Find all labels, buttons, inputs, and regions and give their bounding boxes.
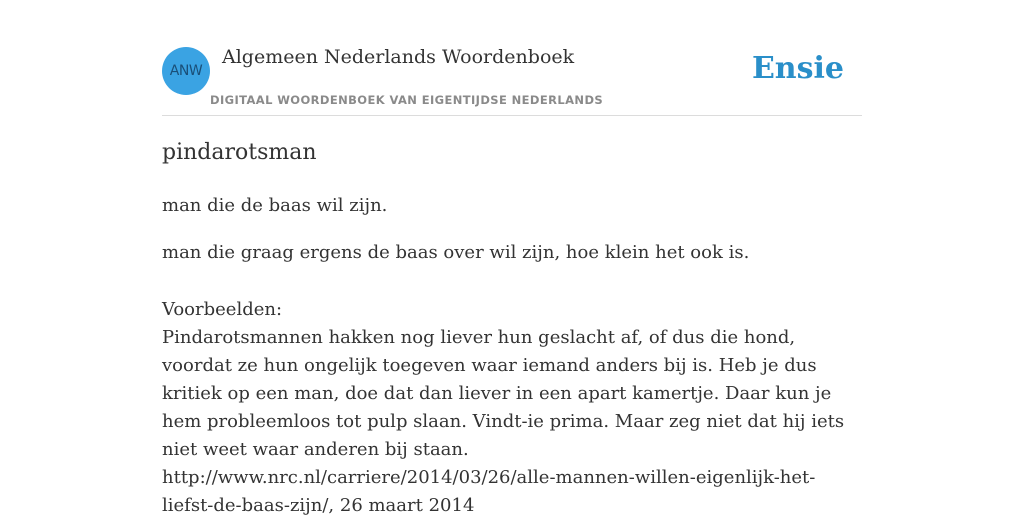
- examples-section: [162, 296, 862, 520]
- site-title[interactable]: Algemeen Nederlands Woordenboek: [222, 46, 575, 68]
- examples-label: Voorbeelden:: [162, 299, 283, 320]
- meaning-long: man die graag ergens de baas over wil zijn, hoe klein het ook is.: [162, 242, 750, 263]
- header: [162, 0, 862, 116]
- ensie-brand-logo[interactable]: Ensie: [751, 51, 844, 86]
- meaning-short: man die de baas wil zijn.: [162, 195, 388, 216]
- site-subtitle: DIGITAAL WOORDENBOEK VAN EIGENTIJDSE NEDERLANDS: [210, 93, 604, 107]
- logo-text: ANW: [169, 63, 203, 79]
- anw-logo[interactable]: [162, 47, 210, 95]
- examples-text: Pindarotsmannen hakken nog liever hun geslacht af, of dus die hond, voordat ze hun ongelijk toegeven waar iemand anders bij is. Heb je dus kritiek op een man, doe dat dan liever in een apart kamertje. Daar kun je hem probleemloos tot pulp slaan. Vindt-ie prima. Maar zeg niet dat hij iets niet weet waar anderen bij staan. http://www.nrc.nl/carriere/2014/03/26/alle-mannen-willen-eigenlijk-het-liefst-de-baas-zijn/, 26 maart 2014: [162, 327, 845, 516]
- dictionary-card: [162, 0, 862, 516]
- headword: pindarotsman: [162, 140, 317, 165]
